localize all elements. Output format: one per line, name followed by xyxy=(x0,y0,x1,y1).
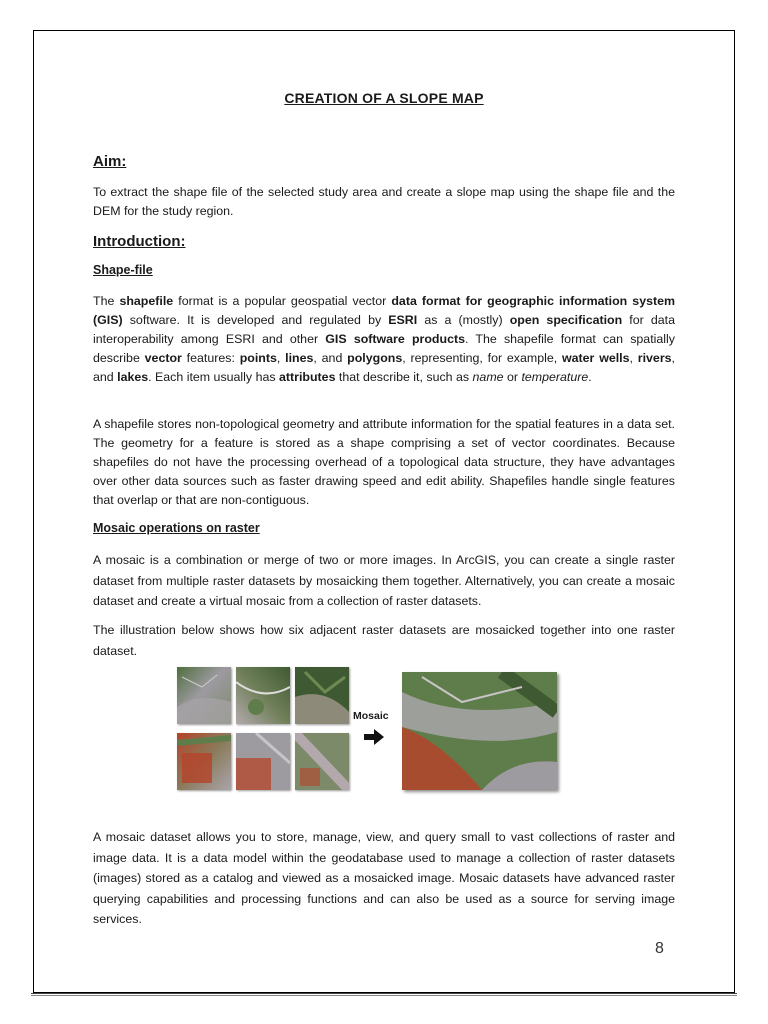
mosaic-illustration xyxy=(177,667,557,793)
document-title: CREATION OF A SLOPE MAP xyxy=(284,90,484,106)
raster-tile-5 xyxy=(236,733,290,790)
mosaic-paragraph-1: A mosaic is a combination or merge of two or more images. In ArcGIS, you can create a single raster dataset from multiple raster datasets by mosaicking them together. Alternatively, you can create a mosaic dataset and create a virtual mosaic from a collection of raster datasets. xyxy=(93,553,675,608)
shapefile-heading: Shape-file xyxy=(93,263,153,277)
mosaic-heading: Mosaic operations on raster xyxy=(93,521,260,535)
mosaic-paragraph-3: A mosaic dataset allows you to store, manage, view, and query small to vast collections of raster and image data. It is a data model within the geodatabase used to manage a collection of raster datasets (images) stored as a catalog and viewed as a mosaicked image. Mosaic datasets have advanced raster querying capabilities and processing functions and can also be used as a source for serving image services. xyxy=(93,830,675,926)
raster-tile-4 xyxy=(177,733,231,790)
mosaicked-raster xyxy=(402,672,557,790)
page-bottom-rule xyxy=(31,993,737,996)
raster-tile-2 xyxy=(236,667,290,724)
raster-tile-1 xyxy=(177,667,231,724)
introduction-heading: Introduction: xyxy=(93,233,186,250)
raster-tile-3 xyxy=(295,667,349,724)
shapefile-paragraph-2: A shapefile stores non-topological geometry and attribute information for the spatial features in a data set. The geometry for a feature is stored as a shape comprising a set of vector coordinates. Because shapefiles do not have the processing overhead of a topological data structure, they have advantages over other data sources such as faster drawing speed and edit ability. Shapefiles handle single features that overlap or that are non-contiguous. xyxy=(93,417,675,507)
aim-text: To extract the shape file of the selected study area and create a slope map using the shape file and the DEM for the study region. xyxy=(93,185,675,218)
right-arrow-icon xyxy=(364,729,384,750)
mosaic-label: Mosaic xyxy=(353,710,389,722)
shapefile-paragraph-1: The shapefile format is a popular geospatial vector data format for geographic information system (GIS) software. It is developed and regulated by ESRI as a (mostly) open specification for data interoperability among ESRI and other GIS software products. The shapefile format can spatially describe vector features: points, lines, and polygons, representing, for example, water wells, rivers, and lakes. Each item usually has attributes that describe it, such as name or temperature. xyxy=(93,294,676,384)
mosaic-paragraph-2: The illustration below shows how six adjacent raster datasets are mosaicked together into one raster dataset. xyxy=(93,623,675,658)
aim-heading: Aim: xyxy=(93,153,127,170)
raster-tile-6 xyxy=(295,733,349,790)
page-number: 8 xyxy=(655,940,664,957)
